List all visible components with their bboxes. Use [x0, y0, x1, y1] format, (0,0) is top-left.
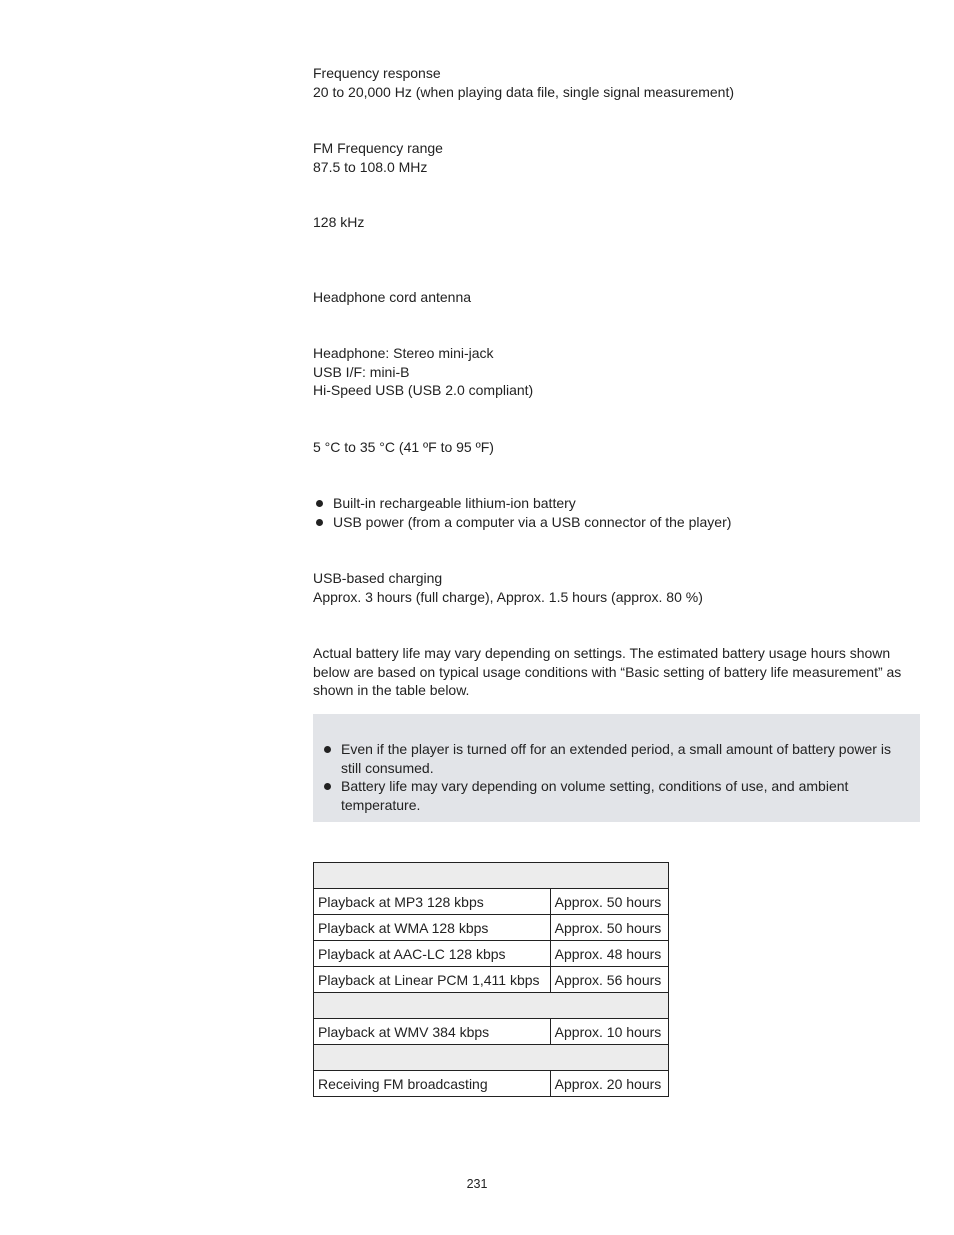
charging-block — [313, 569, 703, 606]
table-cell-mode: Playback at MP3 128 kbps — [314, 889, 551, 915]
frequency-response-label: Frequency response — [313, 65, 441, 81]
table-cell-mode: Receiving FM broadcasting — [314, 1071, 551, 1097]
interface-usb-speed: Hi-Speed USB (USB 2.0 compliant) — [313, 382, 534, 398]
bullet-icon — [324, 783, 331, 790]
table-cell-mode: Playback at WMV 384 kbps — [314, 1019, 551, 1045]
list-item — [321, 777, 906, 814]
list-item — [321, 740, 906, 777]
table-cell-life: Approx. 50 hours — [550, 889, 668, 915]
interface-block — [313, 344, 533, 400]
table-cell-life: Approx. 20 hours — [550, 1071, 668, 1097]
fm-range-block — [313, 139, 443, 176]
table-cell-mode: Playback at WMA 128 kbps — [314, 915, 551, 941]
table-cell-mode: Playback at AAC-LC 128 kbps — [314, 941, 551, 967]
power-source-list — [313, 494, 913, 532]
antenna-value: Headphone cord antenna — [313, 289, 472, 305]
fm-range-label: FM Frequency range — [313, 140, 443, 156]
table-row — [314, 1071, 669, 1097]
bullet-icon — [316, 500, 323, 507]
table-row — [314, 967, 669, 993]
battery-life-intro: Actual battery life may vary depending on settings. The estimated battery usage hours shown below are based on typical usage conditions with “Basic setting of battery life measurement” as shown in the table below. — [313, 645, 902, 698]
interface-headphone: Headphone: Stereo mini-jack — [313, 345, 494, 361]
frequency-response-block — [313, 64, 734, 101]
table-section-header — [314, 993, 669, 1019]
list-item — [313, 494, 913, 513]
list-item-text: Battery life may vary depending on volume setting, conditions of use, and ambient temperature. — [341, 778, 849, 813]
list-item-text: USB power (from a computer via a USB connector of the player) — [333, 514, 732, 530]
battery-life-table — [313, 862, 669, 1097]
table-cell-mode: Playback at Linear PCM 1,411 kbps — [314, 967, 551, 993]
bullet-icon — [316, 519, 323, 526]
note-box — [313, 714, 920, 822]
charging-time: Approx. 3 hours (full charge), Approx. 1.5 hours (approx. 80 %) — [313, 588, 703, 605]
charging-label: USB-based charging — [313, 570, 443, 586]
table-section-header — [314, 1045, 669, 1071]
interface-usb-if: USB I/F: mini-B — [313, 363, 410, 380]
table-cell-life: Approx. 48 hours — [550, 941, 668, 967]
temperature-value: 5 °C to 35 °C (41 ºF to 95 ºF) — [313, 439, 494, 455]
list-item-text: Built-in rechargeable lithium-ion battery — [333, 495, 576, 511]
fm-range-value: 87.5 to 108.0 MHz — [313, 158, 428, 175]
if-value: 128 kHz — [313, 214, 365, 230]
frequency-response-value: 20 to 20,000 Hz (when playing data file, single signal measurement) — [313, 83, 735, 100]
bullet-icon — [324, 746, 331, 753]
table-cell-life: Approx. 10 hours — [550, 1019, 668, 1045]
table-row — [314, 941, 669, 967]
page-number: 231 — [466, 1177, 488, 1191]
note-list — [321, 740, 906, 814]
table-cell-life: Approx. 50 hours — [550, 915, 668, 941]
list-item-text: Even if the player is turned off for an extended period, a small amount of battery power is still consumed. — [341, 741, 891, 776]
table-section-header — [314, 863, 669, 889]
table-cell-life: Approx. 56 hours — [550, 967, 668, 993]
table-row — [314, 1019, 669, 1045]
table-row — [314, 889, 669, 915]
table-row — [314, 915, 669, 941]
list-item — [313, 513, 913, 532]
